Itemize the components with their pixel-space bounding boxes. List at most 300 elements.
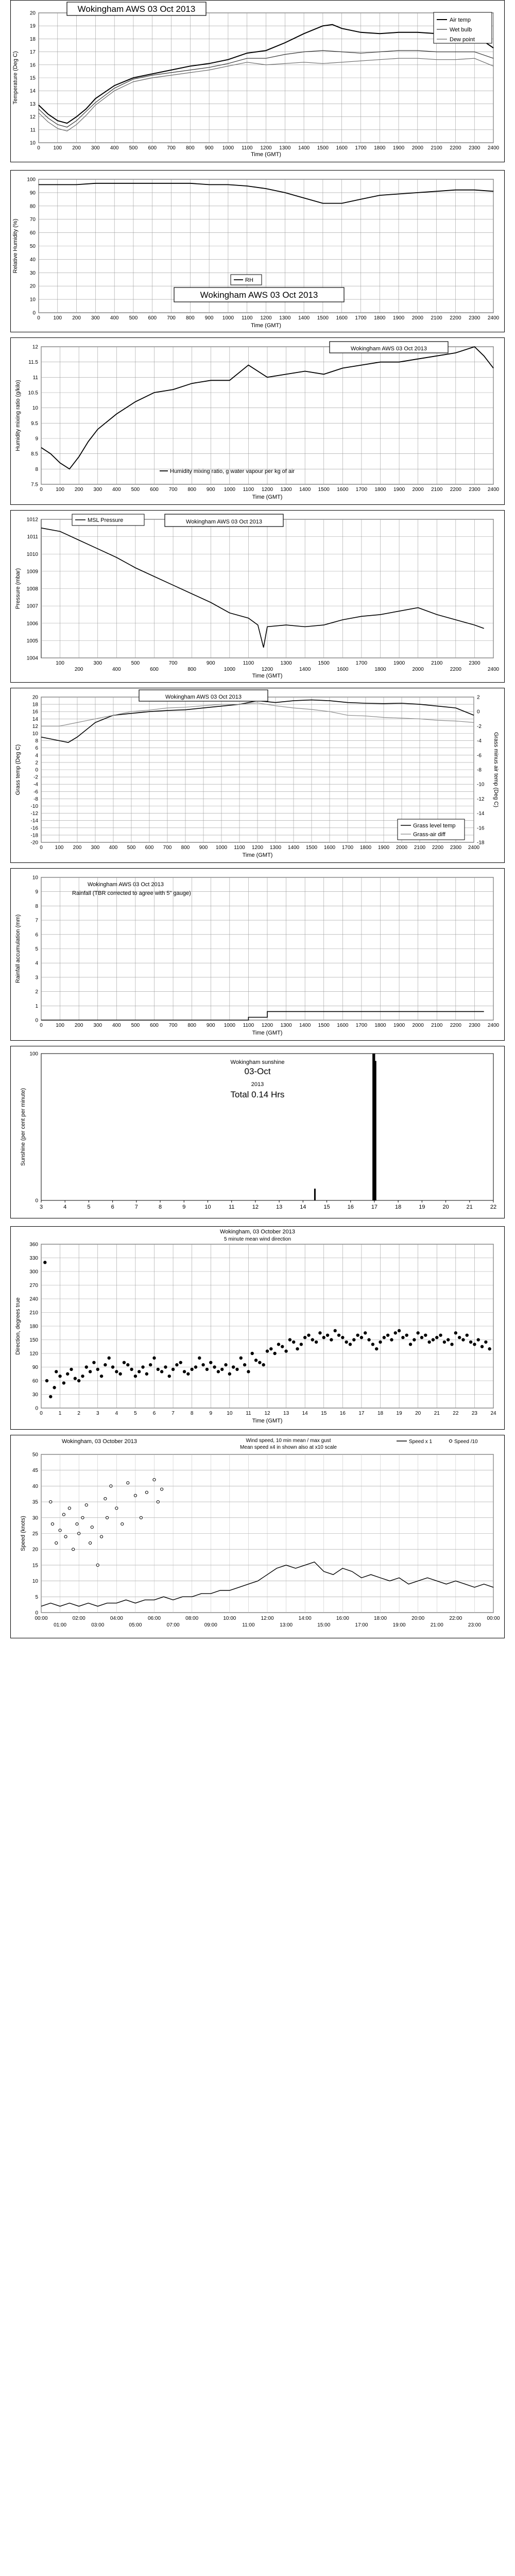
x-tick-label: 1300 xyxy=(279,145,291,151)
data-point xyxy=(149,1363,152,1366)
data-point xyxy=(394,1331,397,1334)
data-point xyxy=(89,1541,92,1544)
x-tick-label: 2000 xyxy=(412,667,424,672)
x-tick-label: 0 xyxy=(40,1023,43,1028)
x-tick-label: 900 xyxy=(204,145,214,151)
x-tick-label: 19 xyxy=(396,1411,402,1416)
x-tick-label: 0 xyxy=(40,487,43,493)
y-tick-label: 1 xyxy=(35,1003,38,1009)
x-tick-label: 22 xyxy=(490,1204,497,1210)
x-tick-label: 1100 xyxy=(243,1023,254,1028)
data-point xyxy=(89,1370,92,1373)
x-tick-label: 02:00 xyxy=(72,1616,85,1621)
x-tick-label: 1600 xyxy=(337,1023,349,1028)
legend-label: Dew point xyxy=(450,37,475,43)
chart-title: Wokingham AWS 03 Oct 2013 xyxy=(88,882,164,888)
y-right-tick-label: -12 xyxy=(477,796,485,802)
y-tick-label: 12 xyxy=(29,114,36,121)
y-tick-label: 210 xyxy=(29,1310,38,1316)
x-tick-label: 1600 xyxy=(337,487,349,493)
x-tick-label: 1900 xyxy=(392,315,405,321)
x-tick-label: 400 xyxy=(110,145,119,151)
y-tick-label: 11 xyxy=(30,127,36,133)
x-tick-label: 1400 xyxy=(299,487,311,493)
y-tick-label: 60 xyxy=(32,1378,38,1384)
y-tick-label: 16 xyxy=(29,62,36,69)
x-tick-label: 2100 xyxy=(431,1023,443,1028)
x-tick-label: 2000 xyxy=(411,145,423,151)
x-tick-label: 2200 xyxy=(450,145,461,151)
data-point xyxy=(281,1345,284,1348)
data-point xyxy=(424,1333,427,1336)
y-tick-label: 1011 xyxy=(27,534,38,540)
data-point xyxy=(45,1379,48,1382)
x-tick-label: 3 xyxy=(96,1411,99,1416)
wind-direction-chart xyxy=(10,1226,505,1430)
y-tick-label: 20 xyxy=(29,10,36,16)
x-tick-label: 1600 xyxy=(323,845,336,851)
data-point xyxy=(179,1361,182,1364)
data-point xyxy=(341,1336,344,1339)
data-point xyxy=(367,1338,370,1341)
data-point xyxy=(138,1370,141,1373)
data-point xyxy=(213,1365,216,1368)
y-right-tick-label: -10 xyxy=(477,782,485,788)
y-tick-label: 11 xyxy=(32,375,38,381)
data-point xyxy=(334,1329,337,1332)
data-point xyxy=(134,1494,136,1497)
data-point xyxy=(254,1359,258,1362)
y-tick-label: 9 xyxy=(35,436,38,442)
legend-label: RH xyxy=(245,277,253,283)
chart-title: Wokingham sunshine xyxy=(230,1059,285,1065)
x-tick-label: 10:00 xyxy=(223,1616,236,1621)
y-tick-label: -6 xyxy=(33,789,38,795)
y-axis-label: Pressure (mbar) xyxy=(15,568,21,609)
x-axis-label: Time (GMT) xyxy=(242,852,273,858)
x-tick-label: 100 xyxy=(56,487,64,493)
data-point xyxy=(157,1501,159,1503)
data-point xyxy=(51,1522,54,1525)
x-axis-label: Time (GMT) xyxy=(251,151,281,158)
x-tick-label: 2100 xyxy=(431,660,443,666)
x-tick-label: 1700 xyxy=(355,145,367,151)
data-point xyxy=(164,1365,167,1368)
chart-title: Wokingham AWS 03 Oct 2013 xyxy=(200,290,318,300)
y-tick-label: 1009 xyxy=(26,569,38,575)
y-tick-label: 60 xyxy=(29,230,36,236)
y-tick-label: -12 xyxy=(30,811,38,817)
x-tick-label: 800 xyxy=(187,1023,197,1028)
data-point xyxy=(435,1336,438,1339)
data-point xyxy=(100,1375,103,1378)
x-tick-label: 2200 xyxy=(432,845,444,851)
data-point xyxy=(96,1564,99,1566)
chart-title: Wokingham AWS 03 Oct 2013 xyxy=(165,694,242,700)
y-axis-label: Rainfall accumulation (mm) xyxy=(15,914,21,984)
data-point xyxy=(371,1343,374,1346)
y-tick-label: 100 xyxy=(27,177,36,183)
x-tick-label: 800 xyxy=(181,845,190,851)
x-tick-label: 1800 xyxy=(359,845,372,851)
y-tick-label: 360 xyxy=(29,1242,38,1248)
data-point xyxy=(450,1343,453,1346)
x-tick-label: 8 xyxy=(190,1411,194,1416)
x-tick-label: 400 xyxy=(112,487,121,493)
x-tick-label: 2000 xyxy=(396,845,408,851)
data-point xyxy=(205,1368,209,1371)
x-tick-label: 03:00 xyxy=(91,1622,105,1628)
data-point xyxy=(59,1529,61,1532)
y-tick-label: 270 xyxy=(29,1283,38,1289)
x-tick-label: 14:00 xyxy=(298,1616,312,1621)
x-tick-label: 600 xyxy=(148,145,157,151)
data-point xyxy=(115,1507,118,1510)
x-tick-label: 00:00 xyxy=(35,1616,48,1621)
x-tick-label: 5 xyxy=(134,1411,137,1416)
x-tick-label: 1900 xyxy=(392,145,405,151)
x-tick-label: 09:00 xyxy=(204,1622,217,1628)
x-tick-label: 1600 xyxy=(337,667,349,672)
data-point xyxy=(134,1375,137,1378)
data-point xyxy=(251,1352,254,1355)
x-tick-label: 08:00 xyxy=(185,1616,199,1621)
pressure-chart xyxy=(10,510,505,683)
x-tick-label: 0 xyxy=(37,315,40,321)
data-point xyxy=(420,1336,423,1339)
y-tick-label: 1005 xyxy=(26,638,38,644)
data-point xyxy=(153,1479,156,1481)
x-tick-label: 8 xyxy=(158,1204,162,1210)
x-axis-label: Time (GMT) xyxy=(252,673,283,679)
x-tick-label: 900 xyxy=(206,660,215,666)
y-tick-label: -20 xyxy=(30,840,38,846)
data-point xyxy=(447,1338,450,1341)
grass-chart-panel xyxy=(10,688,505,863)
x-tick-label: 1500 xyxy=(318,1023,330,1028)
data-point xyxy=(477,1338,480,1341)
y-tick-label: 1006 xyxy=(26,621,38,627)
data-point xyxy=(92,1361,95,1364)
x-tick-label: 1500 xyxy=(318,487,330,493)
x-tick-label: 1200 xyxy=(251,845,264,851)
data-point xyxy=(315,1341,318,1344)
data-point xyxy=(175,1363,178,1366)
y-right-tick-label: -8 xyxy=(477,767,482,773)
y-tick-label: 4 xyxy=(35,960,38,967)
y-tick-label: 330 xyxy=(29,1256,38,1261)
x-tick-label: 2200 xyxy=(450,487,461,493)
sunshine-chart-panel xyxy=(10,1046,505,1218)
x-tick-label: 1700 xyxy=(355,660,368,666)
y-tick-label: 30 xyxy=(29,270,36,276)
data-point xyxy=(427,1341,431,1344)
data-point xyxy=(160,1370,163,1373)
legend-label: Grass-air diff xyxy=(413,832,445,838)
y-tick-label: -8 xyxy=(33,796,38,802)
y-axis-label: Humidity mixing ratio (g/kilo) xyxy=(15,380,21,451)
data-point xyxy=(326,1333,329,1336)
rainfall-chart-panel xyxy=(10,868,505,1041)
data-point xyxy=(72,1548,75,1551)
y-tick-label: 3 xyxy=(35,975,38,981)
chart-total: Total 0.14 Hrs xyxy=(230,1090,285,1099)
data-point xyxy=(405,1333,408,1336)
y-tick-label: -16 xyxy=(30,825,38,832)
y-tick-label: 6 xyxy=(35,932,38,938)
data-point xyxy=(461,1338,465,1341)
x-tick-label: 400 xyxy=(109,845,118,851)
data-point xyxy=(104,1363,107,1366)
x-tick-label: 1100 xyxy=(241,145,253,151)
data-point xyxy=(235,1368,238,1371)
y-tick-label: 2 xyxy=(35,760,38,766)
data-point xyxy=(484,1341,487,1344)
x-tick-label: 24 xyxy=(490,1411,496,1416)
x-tick-label: 700 xyxy=(168,487,178,493)
y-tick-label: 9 xyxy=(35,889,38,895)
data-point xyxy=(416,1331,419,1334)
x-tick-label: 20:00 xyxy=(411,1616,425,1621)
x-tick-label: 22:00 xyxy=(449,1616,462,1621)
data-point xyxy=(296,1347,299,1350)
x-tick-label: 2200 xyxy=(450,667,461,672)
data-point xyxy=(85,1365,88,1368)
x-tick-label: 900 xyxy=(204,315,214,321)
x-tick-label: 6 xyxy=(111,1204,114,1210)
data-point xyxy=(104,1497,107,1500)
x-tick-label: 700 xyxy=(168,1023,178,1028)
x-tick-label: 1100 xyxy=(243,660,254,666)
y-tick-label: 12 xyxy=(32,723,38,730)
data-point xyxy=(356,1333,359,1336)
x-tick-label: 1900 xyxy=(377,845,390,851)
data-point xyxy=(454,1331,457,1334)
x-tick-label: 2 xyxy=(77,1411,80,1416)
x-tick-label: 2100 xyxy=(431,315,442,321)
x-tick-label: 5 xyxy=(87,1204,91,1210)
data-point xyxy=(77,1379,80,1382)
x-tick-label: 15 xyxy=(323,1204,330,1210)
x-tick-label: 4 xyxy=(63,1204,67,1210)
data-point xyxy=(311,1338,314,1341)
y-tick-label: 10.5 xyxy=(28,390,38,396)
data-point xyxy=(108,1357,111,1360)
x-tick-label: 23:00 xyxy=(468,1622,481,1628)
grass-temperature-chart xyxy=(10,688,505,863)
rainfall-chart xyxy=(10,868,505,1041)
x-tick-label: 12 xyxy=(264,1411,270,1416)
data-point xyxy=(111,1365,114,1368)
x-tick-label: 12 xyxy=(252,1204,259,1210)
y-tick-label: -10 xyxy=(30,804,38,809)
x-tick-label: 17 xyxy=(358,1411,365,1416)
x-tick-label: 1700 xyxy=(355,1023,368,1028)
data-point xyxy=(307,1333,310,1336)
data-point xyxy=(115,1370,118,1373)
y-tick-label: 100 xyxy=(29,1051,38,1057)
x-tick-label: 100 xyxy=(53,315,62,321)
data-point xyxy=(439,1333,442,1336)
y-tick-label: 12 xyxy=(32,344,38,350)
y-tick-label: 8 xyxy=(35,466,38,472)
y-right-tick-label: -14 xyxy=(477,811,485,817)
y-tick-label: 14 xyxy=(29,88,36,94)
legend-label: MSL Pressure xyxy=(88,517,124,523)
data-point xyxy=(74,1377,77,1380)
legend-label: Grass level temp xyxy=(413,823,456,829)
temperature-chart-panel xyxy=(10,0,505,162)
legend-label: Humidity mixing ratio, g water vapour per kg of air xyxy=(170,468,295,474)
data-point xyxy=(168,1375,171,1378)
x-tick-label: 1300 xyxy=(269,845,282,851)
data-point xyxy=(288,1338,291,1341)
data-point xyxy=(161,1488,163,1490)
x-tick-label: 200 xyxy=(74,1023,83,1028)
x-tick-label: 1200 xyxy=(260,145,272,151)
chart-title: Wokingham, 03 October 2013 xyxy=(62,1438,137,1445)
data-point xyxy=(64,1535,67,1538)
data-point xyxy=(469,1341,472,1344)
y-tick-label: 0 xyxy=(35,1610,38,1616)
x-tick-label: 400 xyxy=(112,667,121,672)
data-point xyxy=(360,1336,363,1339)
data-point xyxy=(345,1341,348,1344)
x-tick-label: 1300 xyxy=(279,315,291,321)
data-point xyxy=(224,1363,227,1366)
data-point xyxy=(126,1363,129,1366)
data-point xyxy=(269,1347,272,1350)
y-tick-label: 18 xyxy=(29,36,36,42)
x-tick-label: 06:00 xyxy=(147,1616,161,1621)
x-tick-label: 2000 xyxy=(412,487,424,493)
y-tick-label: 6 xyxy=(35,745,38,752)
data-point xyxy=(194,1365,197,1368)
data-point xyxy=(145,1372,148,1376)
x-tick-label: 07:00 xyxy=(166,1622,180,1628)
y-axis-label: Relative Humidity (%) xyxy=(12,218,19,274)
x-tick-label: 20 xyxy=(442,1204,449,1210)
humidity-chart-panel xyxy=(10,170,505,332)
x-axis-label: Time (GMT) xyxy=(252,1030,283,1036)
y-tick-label: 1008 xyxy=(26,586,38,592)
y-tick-label: 5 xyxy=(35,1594,38,1600)
y-tick-label: 8 xyxy=(35,738,38,744)
x-tick-label: 10 xyxy=(227,1411,233,1416)
x-tick-label: 1700 xyxy=(355,315,367,321)
x-tick-label: 0 xyxy=(40,1411,43,1416)
x-tick-label: 19:00 xyxy=(392,1622,406,1628)
y-tick-label: 10 xyxy=(32,875,38,881)
y-tick-label: 80 xyxy=(29,204,36,210)
x-tick-label: 1100 xyxy=(234,845,245,851)
x-tick-label: 1000 xyxy=(215,845,228,851)
x-tick-label: 14 xyxy=(300,1204,306,1210)
x-tick-label: 10 xyxy=(204,1204,211,1210)
x-tick-label: 0 xyxy=(40,845,43,851)
bar xyxy=(375,1061,376,1200)
data-point xyxy=(110,1485,112,1487)
x-tick-label: 2300 xyxy=(469,660,480,666)
x-tick-label: 21 xyxy=(466,1204,473,1210)
y-tick-label: 15 xyxy=(32,1563,38,1569)
legend-label: Speed x 1 xyxy=(409,1439,433,1445)
x-tick-label: 11:00 xyxy=(242,1622,255,1628)
data-point xyxy=(379,1341,382,1344)
x-tick-label: 100 xyxy=(56,1023,64,1028)
data-point xyxy=(390,1338,393,1341)
y-tick-label: -18 xyxy=(30,833,38,839)
data-point xyxy=(409,1343,412,1346)
data-point xyxy=(127,1482,129,1484)
data-point xyxy=(247,1370,250,1373)
x-tick-label: 11 xyxy=(246,1411,251,1416)
wind-speed-chart xyxy=(10,1435,505,1638)
data-point xyxy=(62,1513,65,1516)
x-tick-label: 2000 xyxy=(411,315,423,321)
y-tick-label: 10 xyxy=(32,405,38,412)
y-tick-label: 14 xyxy=(32,716,38,722)
y-tick-label: 0 xyxy=(35,767,38,773)
x-tick-label: 11 xyxy=(228,1204,235,1210)
y-axis-label: Temperature (Deg C) xyxy=(12,51,19,105)
data-point xyxy=(49,1395,52,1398)
x-tick-label: 18:00 xyxy=(373,1616,387,1621)
data-point xyxy=(466,1333,469,1336)
x-tick-label: 2200 xyxy=(450,315,461,321)
data-point xyxy=(330,1338,333,1341)
pressure-chart-panel xyxy=(10,510,505,683)
y-tick-label: 20 xyxy=(32,1547,38,1553)
x-tick-label: 1200 xyxy=(261,487,273,493)
x-tick-label: 800 xyxy=(185,145,195,151)
x-tick-label: 2400 xyxy=(487,315,500,321)
x-tick-label: 13:00 xyxy=(280,1622,293,1628)
x-tick-label: 200 xyxy=(74,487,83,493)
x-tick-label: 900 xyxy=(206,1023,215,1028)
data-point xyxy=(262,1363,265,1366)
y-tick-label: 10 xyxy=(32,731,38,737)
relative-humidity-chart xyxy=(10,170,505,332)
data-point xyxy=(198,1357,201,1360)
data-point xyxy=(62,1381,65,1384)
x-tick-label: 700 xyxy=(168,660,178,666)
x-tick-label: 1400 xyxy=(299,1023,311,1028)
data-point xyxy=(292,1341,295,1344)
data-point xyxy=(239,1357,243,1360)
data-point xyxy=(152,1357,156,1360)
x-tick-label: 1000 xyxy=(222,145,234,151)
x-tick-label: 2300 xyxy=(469,315,480,321)
y-tick-label: 0 xyxy=(35,1198,38,1204)
data-point xyxy=(386,1333,389,1336)
x-tick-label: 04:00 xyxy=(110,1616,123,1621)
data-point xyxy=(318,1331,321,1334)
y-tick-label: 16 xyxy=(32,709,38,715)
chart-year: 2013 xyxy=(251,1081,264,1088)
data-point xyxy=(217,1370,220,1373)
data-point xyxy=(123,1361,126,1364)
data-point xyxy=(140,1516,142,1519)
x-tick-label: 3 xyxy=(39,1204,43,1210)
temperature-chart xyxy=(10,0,505,162)
y-tick-label: 4 xyxy=(35,753,38,759)
y-tick-label: 7.5 xyxy=(31,482,38,488)
x-tick-label: 9 xyxy=(209,1411,213,1416)
data-point xyxy=(401,1336,404,1339)
y-tick-label: 10 xyxy=(32,1579,38,1585)
x-tick-label: 17:00 xyxy=(355,1622,368,1628)
